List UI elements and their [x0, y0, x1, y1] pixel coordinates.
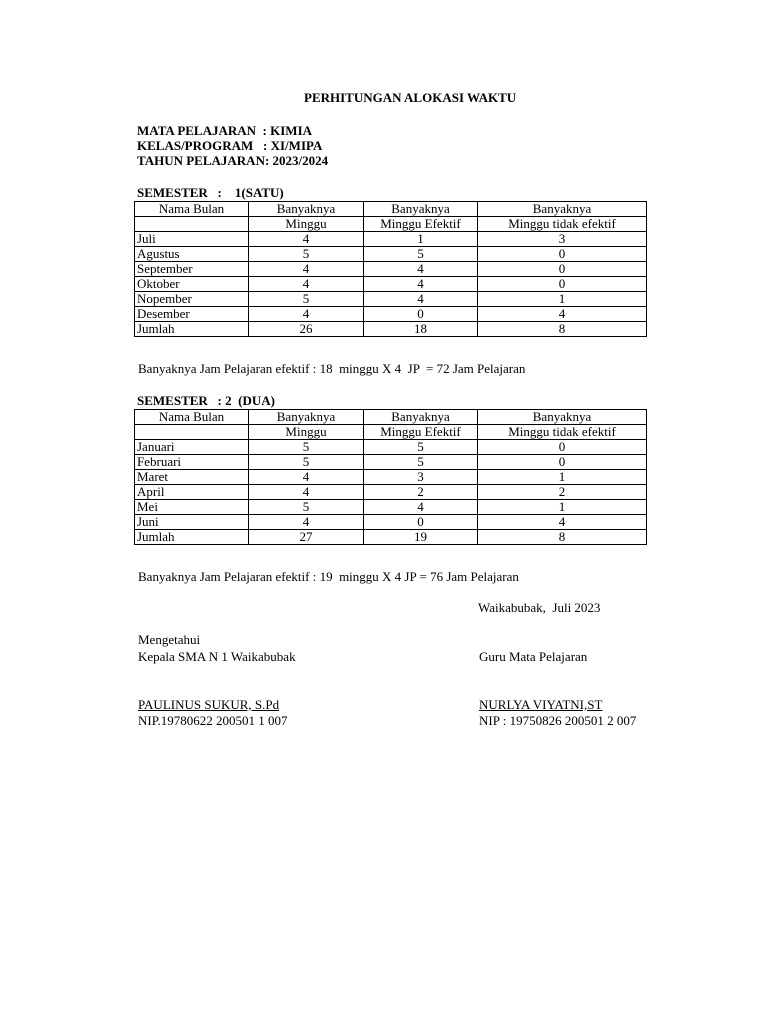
weeks-cell: 5	[249, 500, 364, 515]
month-cell: Juli	[135, 232, 249, 247]
semester-2-note: Banyaknya Jam Pelajaran efektif : 19 minggu X 4 JP = 76 Jam Pelajaran	[138, 569, 519, 584]
table-header-row	[135, 202, 647, 217]
place-date: Waikabubak, Juli 2023	[478, 600, 601, 615]
month-cell: Februari	[135, 455, 249, 470]
header-cell: Banyaknya	[478, 202, 647, 217]
effective-weeks-cell: 0	[364, 307, 478, 322]
header-cell: Minggu	[249, 217, 364, 232]
header-cell: Minggu Efektif	[364, 425, 478, 440]
total-effective-cell: 18	[364, 322, 478, 337]
header-cell: Banyaknya	[478, 410, 647, 425]
teacher-name: NURLYA VIYATNI,ST	[479, 697, 603, 712]
semester-2-table	[134, 409, 647, 545]
total-non-effective-cell: 8	[478, 322, 647, 337]
acknowledged-label: Mengetahui	[138, 632, 201, 647]
effective-weeks-cell: 5	[364, 247, 478, 262]
table-row	[135, 485, 647, 500]
effective-weeks-cell: 4	[364, 500, 478, 515]
non-effective-weeks-cell: 4	[478, 515, 647, 530]
header-cell: Minggu tidak efektif	[478, 425, 647, 440]
total-non-effective-cell: 8	[478, 530, 647, 545]
effective-weeks-cell: 3	[364, 470, 478, 485]
principal-nip: NIP.19780622 200501 1 007	[138, 713, 288, 728]
header-cell: Banyaknya	[364, 410, 478, 425]
table-header-row	[135, 425, 647, 440]
header-cell: Minggu tidak efektif	[478, 217, 647, 232]
month-cell: Mei	[135, 500, 249, 515]
table-row	[135, 262, 647, 277]
year-line: TAHUN PELAJARAN: 2023/2024	[137, 153, 329, 168]
header-cell: Minggu	[249, 425, 364, 440]
principal-title: Kepala SMA N 1 Waikabubak	[138, 649, 296, 664]
month-cell: Nopember	[135, 292, 249, 307]
semester-1-table	[134, 201, 647, 337]
total-label-cell: Jumlah	[135, 530, 249, 545]
weeks-cell: 4	[249, 277, 364, 292]
weeks-cell: 4	[249, 232, 364, 247]
effective-weeks-cell: 1	[364, 232, 478, 247]
non-effective-weeks-cell: 0	[478, 455, 647, 470]
month-cell: Oktober	[135, 277, 249, 292]
weeks-cell: 5	[249, 292, 364, 307]
non-effective-weeks-cell: 4	[478, 307, 647, 322]
table-row	[135, 277, 647, 292]
header-cell: Banyaknya	[249, 410, 364, 425]
month-cell: September	[135, 262, 249, 277]
month-cell: Januari	[135, 440, 249, 455]
table-total-row	[135, 530, 647, 545]
effective-weeks-cell: 4	[364, 277, 478, 292]
table-row	[135, 440, 647, 455]
document-title: PERHITUNGAN ALOKASI WAKTU	[304, 90, 517, 105]
semester-2-label: SEMESTER : 2 (DUA)	[137, 393, 275, 408]
month-cell: Desember	[135, 307, 249, 322]
non-effective-weeks-cell: 1	[478, 292, 647, 307]
weeks-cell: 5	[249, 440, 364, 455]
header-cell: Banyaknya	[364, 202, 478, 217]
table-row	[135, 500, 647, 515]
table-row	[135, 455, 647, 470]
effective-weeks-cell: 2	[364, 485, 478, 500]
month-cell: Juni	[135, 515, 249, 530]
table-row	[135, 292, 647, 307]
effective-weeks-cell: 5	[364, 455, 478, 470]
month-cell: Agustus	[135, 247, 249, 262]
non-effective-weeks-cell: 3	[478, 232, 647, 247]
semester-1-label: SEMESTER : 1(SATU)	[137, 185, 284, 200]
weeks-cell: 4	[249, 515, 364, 530]
non-effective-weeks-cell: 0	[478, 277, 647, 292]
header-cell	[135, 425, 249, 440]
total-weeks-cell: 26	[249, 322, 364, 337]
header-cell: Banyaknya	[249, 202, 364, 217]
non-effective-weeks-cell: 0	[478, 262, 647, 277]
weeks-cell: 4	[249, 485, 364, 500]
header-cell: Nama Bulan	[135, 202, 249, 217]
teacher-title: Guru Mata Pelajaran	[479, 649, 588, 664]
weeks-cell: 5	[249, 247, 364, 262]
total-effective-cell: 19	[364, 530, 478, 545]
table-row	[135, 470, 647, 485]
non-effective-weeks-cell: 1	[478, 500, 647, 515]
month-cell: April	[135, 485, 249, 500]
table-header-row	[135, 410, 647, 425]
total-label-cell: Jumlah	[135, 322, 249, 337]
non-effective-weeks-cell: 2	[478, 485, 647, 500]
header-cell	[135, 217, 249, 232]
effective-weeks-cell: 4	[364, 262, 478, 277]
weeks-cell: 5	[249, 455, 364, 470]
weeks-cell: 4	[249, 307, 364, 322]
table-row	[135, 515, 647, 530]
month-cell: Maret	[135, 470, 249, 485]
class-line: KELAS/PROGRAM : XI/MIPA	[137, 138, 323, 153]
effective-weeks-cell: 5	[364, 440, 478, 455]
table-row	[135, 307, 647, 322]
non-effective-weeks-cell: 1	[478, 470, 647, 485]
non-effective-weeks-cell: 0	[478, 247, 647, 262]
weeks-cell: 4	[249, 262, 364, 277]
table-row	[135, 232, 647, 247]
weeks-cell: 4	[249, 470, 364, 485]
table-header-row	[135, 217, 647, 232]
effective-weeks-cell: 4	[364, 292, 478, 307]
table-row	[135, 247, 647, 262]
principal-name: PAULINUS SUKUR, S.Pd	[138, 697, 280, 712]
subject-line: MATA PELAJARAN : KIMIA	[137, 123, 313, 138]
table-total-row	[135, 322, 647, 337]
total-weeks-cell: 27	[249, 530, 364, 545]
non-effective-weeks-cell: 0	[478, 440, 647, 455]
semester-1-note: Banyaknya Jam Pelajaran efektif : 18 minggu X 4 JP = 72 Jam Pelajaran	[138, 361, 526, 376]
teacher-nip: NIP : 19750826 200501 2 007	[479, 713, 637, 728]
effective-weeks-cell: 0	[364, 515, 478, 530]
header-cell: Nama Bulan	[135, 410, 249, 425]
header-cell: Minggu Efektif	[364, 217, 478, 232]
